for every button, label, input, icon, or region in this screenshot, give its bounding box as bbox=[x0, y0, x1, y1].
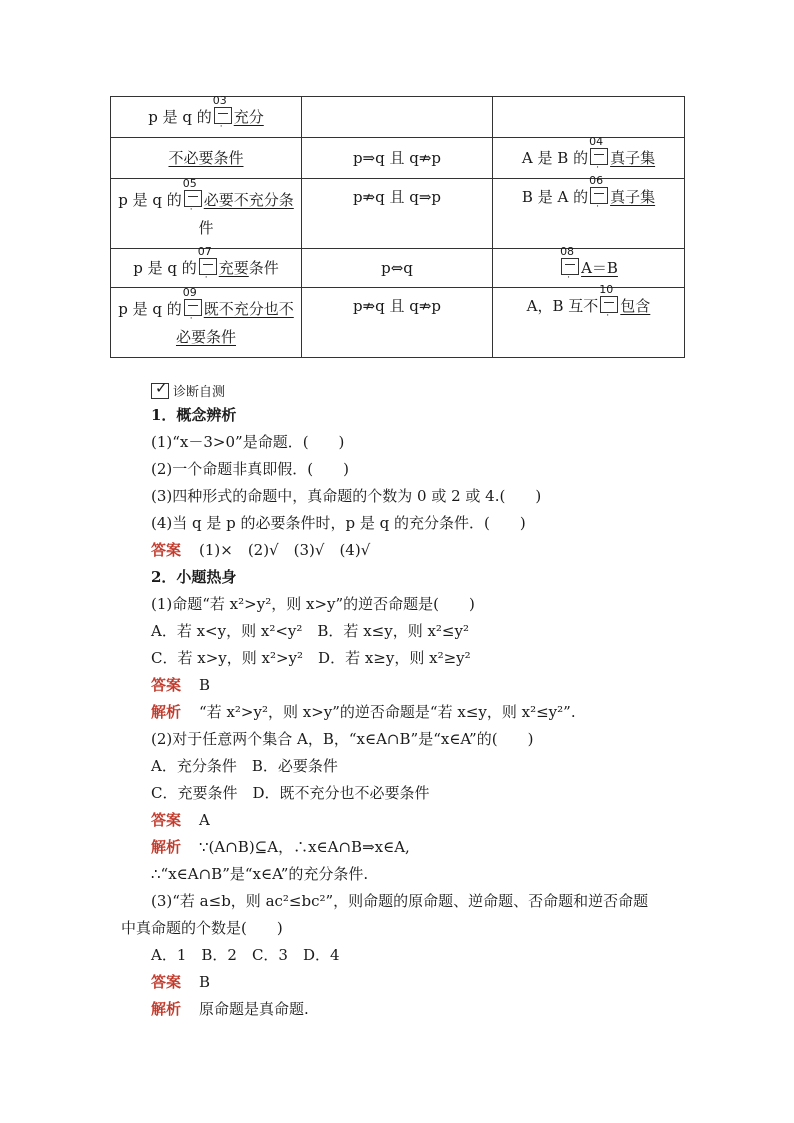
cell-text: p 是 q 的 bbox=[148, 108, 212, 126]
table-cell bbox=[111, 176, 302, 249]
cell-text: p 是 q 的 bbox=[133, 259, 197, 277]
question-line: 中真命题的个数是( ) bbox=[121, 919, 283, 937]
answer-text: B bbox=[199, 676, 211, 694]
blank-number: 04 bbox=[589, 135, 604, 148]
table-cell: p⇏q 且 q⇏p bbox=[302, 288, 493, 358]
answer-line bbox=[151, 809, 210, 830]
cell-text: 条件 bbox=[248, 259, 279, 277]
question-line: (3)“若 a≤b，则 ac²≤bc²”，则命题的原命题、逆命题、否命题和逆否命题 bbox=[151, 892, 649, 910]
answer-line bbox=[151, 539, 370, 560]
question-line: (1)“x－3>0”是命题．( ) bbox=[151, 433, 345, 451]
section-title: 1．概念辨析 bbox=[151, 406, 237, 424]
option-line: C．充要条件 D．既不充分也不必要条件 bbox=[151, 784, 430, 802]
table-cell bbox=[493, 245, 685, 288]
answer-label: 答案 bbox=[151, 541, 182, 559]
section-title: 2．小题热身 bbox=[151, 568, 237, 586]
blank-number: 03 bbox=[212, 94, 227, 107]
blank-number: 05 bbox=[182, 176, 197, 190]
question-line: (4)当 q 是 p 的必要条件时，p 是 q 的充分条件．( ) bbox=[151, 514, 526, 532]
analysis-line bbox=[151, 998, 309, 1019]
option-line: A．1 B．2 C．3 D．4 bbox=[151, 946, 340, 964]
conditions-table bbox=[110, 96, 685, 358]
fill-blank-box: 03 · bbox=[214, 107, 232, 124]
blank-number: 09 bbox=[182, 285, 197, 299]
table-cell bbox=[493, 283, 685, 358]
blank-answer: 必要条件 bbox=[175, 327, 236, 346]
blank-answer: 包含 bbox=[620, 297, 651, 315]
answer-text: A bbox=[199, 811, 210, 829]
checkmark-icon bbox=[151, 383, 169, 399]
analysis-line bbox=[151, 701, 576, 722]
answer-text: (1)× (2)√ (3)√ (4)√ bbox=[199, 541, 371, 559]
cell-text: p 是 q 的 bbox=[118, 190, 182, 209]
analysis-text: ∵(A∩B)⊆A，∴x∈A∩B⇒x∈A, bbox=[199, 838, 410, 856]
blank-number: 10 bbox=[599, 283, 614, 296]
blank-answer: 真子集 bbox=[610, 188, 656, 206]
table-cell bbox=[302, 97, 493, 138]
table-cell bbox=[111, 285, 302, 358]
analysis-text: “若 x²>y²，则 x>y”的逆否命题是“若 x≤y，则 x²≤y²”. bbox=[199, 703, 576, 721]
blank-answer: A＝B bbox=[581, 259, 618, 277]
answer-text: B bbox=[199, 973, 211, 991]
analysis-text: 原命题是真命题. bbox=[199, 1000, 309, 1018]
blank-answer: 充要 bbox=[218, 259, 249, 277]
fill-blank-box: 08 · bbox=[561, 258, 579, 275]
option-line: A．若 x<y，则 x²<y² B．若 x≤y，则 x²≤y² bbox=[151, 622, 469, 640]
option-line: C．若 x>y，则 x²>y² D．若 x≥y，则 x²≥y² bbox=[151, 649, 471, 667]
question-line: (2)对于任意两个集合 A，B，“x∈A∩B”是“x∈A”的( ) bbox=[151, 730, 534, 748]
table-row bbox=[111, 249, 685, 288]
analysis-label: 解析 bbox=[151, 838, 182, 856]
option-line: A．充分条件 B．必要条件 bbox=[151, 757, 338, 775]
blank-number: 07 bbox=[197, 245, 212, 258]
table-cell: p⇏q 且 q⇒p bbox=[302, 179, 493, 249]
blank-answer: 不必要条件 bbox=[168, 149, 244, 167]
cell-text: p 是 q 的 bbox=[118, 299, 182, 318]
fill-blank-box: 07 · bbox=[199, 258, 217, 275]
table-row bbox=[111, 179, 685, 249]
blank-answer: 必要不充分条 bbox=[203, 190, 294, 209]
cell-text: B 是 A 的 bbox=[521, 188, 589, 206]
table-cell bbox=[111, 138, 302, 179]
question-line: (3)四种形式的命题中，真命题的个数为 0 或 2 或 4.( ) bbox=[151, 487, 542, 505]
fill-blank-box: 04 · bbox=[590, 148, 608, 165]
answer-label: 答案 bbox=[151, 973, 182, 991]
table-cell bbox=[493, 174, 685, 249]
table-cell bbox=[493, 135, 685, 179]
answer-line bbox=[151, 971, 210, 992]
analysis-line bbox=[151, 836, 410, 857]
table-cell bbox=[111, 245, 302, 288]
fill-blank-box: 05 · bbox=[184, 190, 202, 207]
table-row bbox=[111, 97, 685, 138]
analysis-label: 解析 bbox=[151, 1000, 182, 1018]
blank-answer: 真子集 bbox=[610, 149, 656, 167]
diagnostic-title: 诊断自测 bbox=[173, 385, 226, 400]
cell-text: A 是 B 的 bbox=[521, 149, 589, 167]
cell-text: 件 bbox=[198, 218, 214, 237]
answer-label: 答案 bbox=[151, 676, 182, 694]
analysis-label: 解析 bbox=[151, 703, 182, 721]
question-line: (2)一个命题非真即假．( ) bbox=[151, 460, 349, 478]
table-cell bbox=[111, 94, 302, 138]
cell-text: A，B 互不 bbox=[526, 297, 599, 315]
blank-answer: 既不充分也不 bbox=[203, 299, 294, 318]
answer-line bbox=[151, 674, 210, 695]
table-cell bbox=[493, 97, 685, 138]
question-line: (1)命题“若 x²>y²，则 x>y”的逆否命题是( ) bbox=[151, 595, 475, 613]
table-cell: p⇒q 且 q⇏p bbox=[302, 138, 493, 179]
table-cell: p⇔q bbox=[302, 249, 493, 288]
answer-label: 答案 bbox=[151, 811, 182, 829]
blank-number: 08 bbox=[560, 245, 575, 258]
table-row bbox=[111, 288, 685, 358]
fill-blank-box: 06 · bbox=[590, 187, 608, 204]
blank-answer: 充分 bbox=[233, 108, 264, 126]
table-row bbox=[111, 138, 685, 179]
fill-blank-box: 10 · bbox=[600, 296, 618, 313]
blank-number: 06 bbox=[589, 174, 604, 187]
fill-blank-box: 09 · bbox=[184, 299, 202, 316]
analysis-line: ∴“x∈A∩B”是“x∈A”的充分条件. bbox=[151, 865, 369, 883]
diagnostic-heading bbox=[151, 381, 225, 400]
